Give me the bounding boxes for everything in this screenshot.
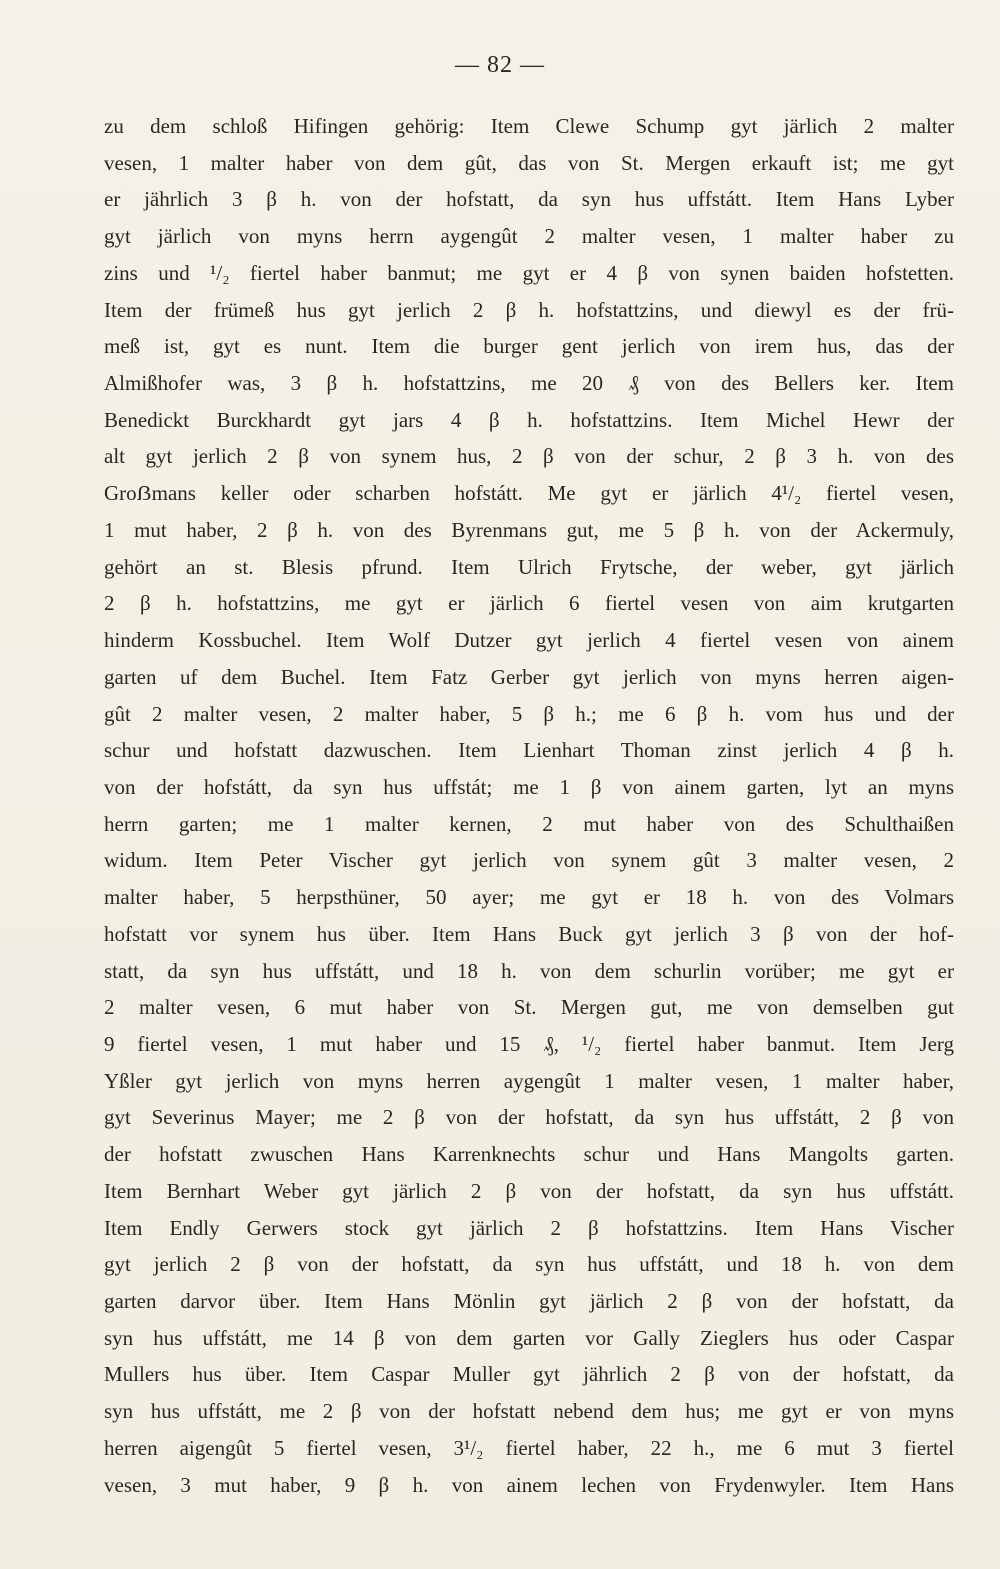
text-line: hofstatt vor synem hus über. Item Hans Buck gyt jerlich 3 β von der hof-	[104, 921, 954, 946]
text-line: von der hofstátt, da syn hus uffstát; me 1 β von ainem garten, lyt an myns	[104, 774, 954, 799]
text-line: Item der frümeß hus gyt jerlich 2 β h. hofstattzins, und diewyl es der frü-	[104, 297, 954, 322]
text-line: 2 malter vesen, 6 mut haber von St. Mergen gut, me von demselben gut	[104, 995, 954, 1020]
text-line: vesen, 1 malter haber von dem gût, das von St. Mergen erkauft ist; me gyt	[104, 150, 954, 175]
text-line: der hofstatt zwuschen Hans Karrenknechts schur und Hans Mangolts garten.	[104, 1142, 954, 1167]
text-line: Benedickt Burckhardt gyt jars 4 β h. hofstattzins. Item Michel Hewr der	[104, 407, 954, 432]
text-line: zu dem schloß Hifingen gehörig: Item Clewe Schump gyt järlich 2 malter	[104, 114, 954, 138]
text-line: Mullers hus über. Item Caspar Muller gyt jährlich 2 β von der hofstatt, da	[104, 1362, 954, 1387]
text-line: hinderm Kossbuchel. Item Wolf Dutzer gyt jerlich 4 fiertel vesen von ainem	[104, 628, 954, 653]
text-line: 9 fiertel vesen, 1 mut haber und 15 ₰, ¹/₂ fiertel haber banmut. Item Jerg	[104, 1031, 954, 1056]
text-line: Yßler gyt jerlich von myns herren aygengût 1 malter vesen, 1 malter haber,	[104, 1068, 954, 1093]
text-line: 1 mut haber, 2 β h. von des Byrenmans gut, me 5 β h. von der Ackermuly,	[104, 517, 954, 542]
text-line: widum. Item Peter Vischer gyt jerlich von synem gût 3 malter vesen, 2	[104, 848, 954, 873]
text-line: vesen, 3 mut haber, 9 β h. von ainem lechen von Frydenwyler. Item Hans	[104, 1472, 954, 1497]
text-line: garten uf dem Buchel. Item Fatz Gerber gyt jerlich von myns herren aigen-	[104, 664, 954, 689]
page-number: — 82 —	[455, 52, 545, 78]
text-line: statt, da syn hus uffstátt, und 18 h. von dem schurlin vorüber; me gyt er	[104, 958, 954, 983]
text-line: garten darvor über. Item Hans Mönlin gyt järlich 2 β von der hofstatt, da	[104, 1289, 954, 1313]
text-line: Almißhofer was, 3 β h. hofstattzins, me 20 ₰ von des Bellers ker. Item	[104, 371, 954, 396]
text-line: Item Endly Gerwers stock gyt järlich 2 β hofstattzins. Item Hans Vischer	[104, 1215, 954, 1240]
text-line: gehört an st. Blesis pfrund. Item Ulrich Frytsche, der weber, gyt järlich	[104, 554, 954, 579]
text-line: Item Bernhart Weber gyt järlich 2 β von der hofstatt, da syn hus uffstátt.	[104, 1178, 954, 1203]
body-text	[104, 108, 954, 1503]
text-line: gyt Severinus Mayer; me 2 β von der hofstatt, da syn hus uffstátt, 2 β von	[104, 1105, 954, 1130]
text-line: herren aigengût 5 fiertel vesen, 3¹/₂ fiertel haber, 22 h., me 6 mut 3 fiertel	[104, 1435, 954, 1460]
text-line: meß ist, gyt es nunt. Item die burger gent jerlich von irem hus, das der	[104, 334, 954, 359]
text-line: syn hus uffstátt, me 2 β von der hofstatt nebend dem hus; me gyt er von myns	[104, 1399, 954, 1424]
text-line: er jährlich 3 β h. von der hofstatt, da syn hus uffstátt. Item Hans Lyber	[104, 187, 954, 212]
text-line: Groẞmans keller oder scharben hofstátt. Me gyt er järlich 4¹/₂ fiertel vesen,	[104, 481, 954, 506]
text-line: herrn garten; me 1 malter kernen, 2 mut haber von des Schulthaißen	[104, 811, 954, 836]
text-line: alt gyt jerlich 2 β von synem hus, 2 β von der schur, 2 β 3 h. von des	[104, 444, 954, 469]
text-line: gût 2 malter vesen, 2 malter haber, 5 β h.; me 6 β h. vom hus und der	[104, 701, 954, 726]
text-line: syn hus uffstátt, me 14 β von dem garten vor Gally Zieglers hus oder Caspar	[104, 1325, 954, 1350]
text-line: 2 β h. hofstattzins, me gyt er järlich 6 fiertel vesen von aim krutgarten	[104, 591, 954, 616]
text-line: zins und ¹/₂ fiertel haber banmut; me gyt er 4 β von synen baiden hofstetten.	[104, 260, 954, 285]
text-line: malter haber, 5 herpsthüner, 50 ayer; me gyt er 18 h. von des Volmars	[104, 885, 954, 910]
text-line: gyt järlich von myns herrn aygengût 2 malter vesen, 1 malter haber zu	[104, 224, 954, 249]
text-line: gyt jerlich 2 β von der hofstatt, da syn hus uffstátt, und 18 h. von dem	[104, 1252, 954, 1277]
text-line: schur und hofstatt dazwuschen. Item Lienhart Thoman zinst jerlich 4 β h.	[104, 738, 954, 763]
